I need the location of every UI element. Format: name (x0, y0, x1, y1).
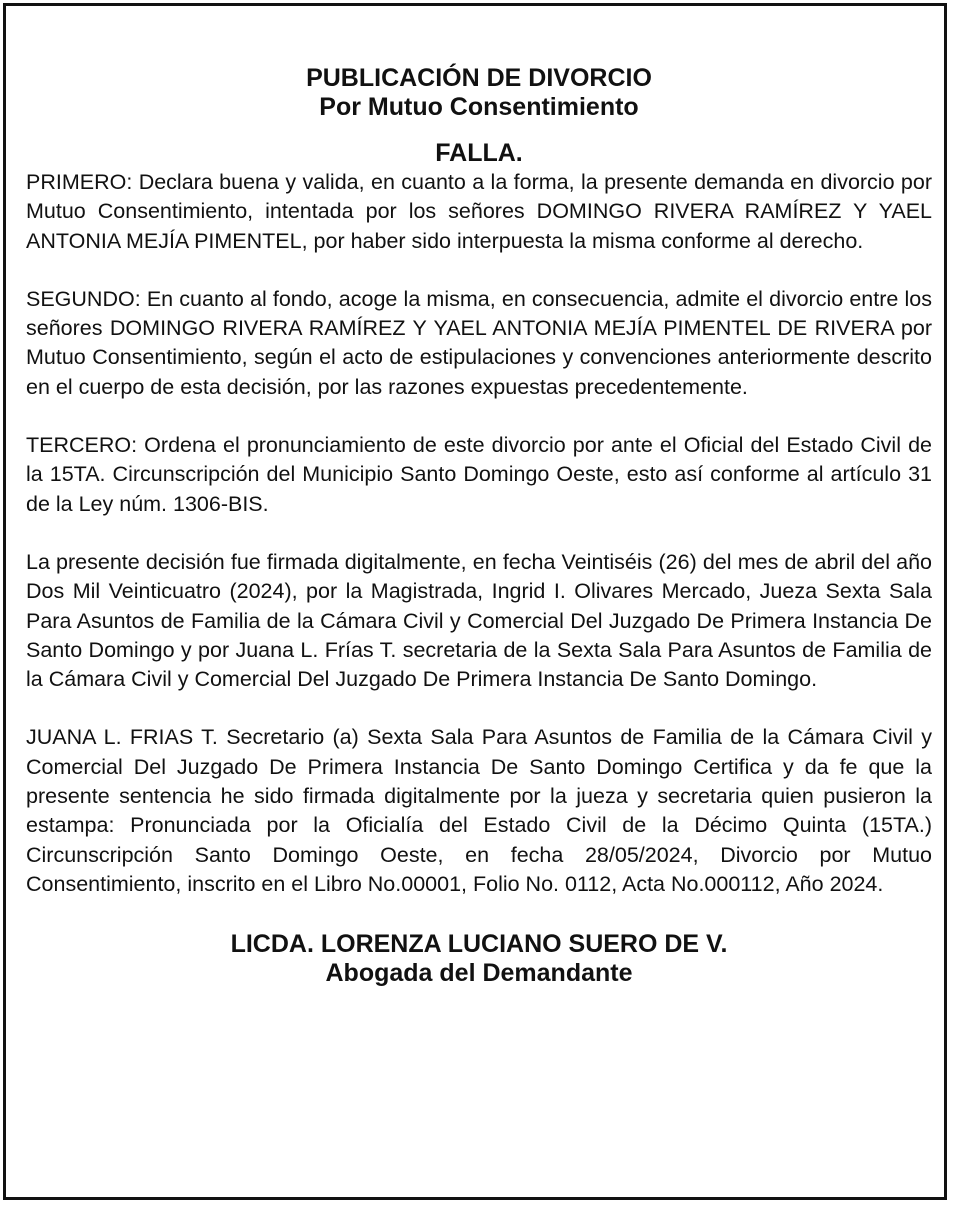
signature-role: Abogada del Demandante (325, 959, 633, 988)
paragraph-tercero: TERCERO: Ordena el pronunciamiento de este divorcio por ante el Oficial del Estado Civil de la 15TA. Circunscripción del Municipio Santo Domingo Oeste, esto así conforme al artículo 31 de la Ley núm. 1306-BIS. (26, 433, 932, 516)
publication-title: PUBLICACIÓN DE DIVORCIO (306, 64, 652, 92)
paragraph-certificacion: JUANA L. FRIAS T. Secretario (a) Sexta Sala Para Asuntos de Familia de la Cámara Civil y Comercial Del Juzgado De Primera Instancia De Santo Domingo Certifica y da fe que la presente sentencia he sido firmada digitalmente por la jueza y secretaria quien pusieron la estampa: Pronunciada por la Oficialía del Estado Civil de la Décimo Quinta (15TA.) Circunscripción Santo Domingo Oeste, en fecha 28/05/2024, Divorcio por Mutuo Consentimiento, inscrito en el Libro No.00001, Folio No. 0112, Acta No.000112, Año 2024. (26, 725, 932, 896)
signature-block (26, 930, 932, 988)
publication-content (26, 64, 932, 988)
publication-subtitle: Por Mutuo Consentimiento (319, 93, 639, 121)
paragraph-segundo: SEGUNDO: En cuanto al fondo, acoge la misma, en consecuencia, admite el divorcio entre los señores DOMINGO RIVERA RAMÍREZ Y YAEL ANTONIA MEJÍA PIMENTEL DE RIVERA por Mutuo Consentimiento, según el acto de estipulaciones y convenciones anteriormente descrito en el cuerpo de esta decisión, por las razones expuestas precedentemente. (26, 286, 932, 399)
publication-border (3, 3, 947, 1200)
falla-heading: FALLA. (435, 139, 523, 167)
signature-name: LICDA. LORENZA LUCIANO SUERO DE V. (230, 930, 728, 959)
paragraph-primero: PRIMERO: Declara buena y valida, en cuanto a la forma, la presente demanda en divorcio por Mutuo Consentimiento, intentada por los señores DOMINGO RIVERA RAMÍREZ Y YAEL ANTONIA MEJÍA PIMENTEL, por haber sido interpuesta la misma conforme al derecho. (26, 170, 932, 253)
paragraph-firma-digital: La presente decisión fue firmada digitalmente, en fecha Veintiséis (26) del mes de abril del año Dos Mil Veinticuatro (2024), por la Magistrada, Ingrid I. Olivares Mercado, Jueza Sexta Sala Para Asuntos de Familia de la Cámara Civil y Comercial Del Juzgado De Primera Instancia De Santo Domingo y por Juana L. Frías T. secretaria de la Sexta Sala Para Asuntos de Familia de la Cámara Civil y Comercial Del Juzgado De Primera Instancia De Santo Domingo. (26, 549, 932, 692)
